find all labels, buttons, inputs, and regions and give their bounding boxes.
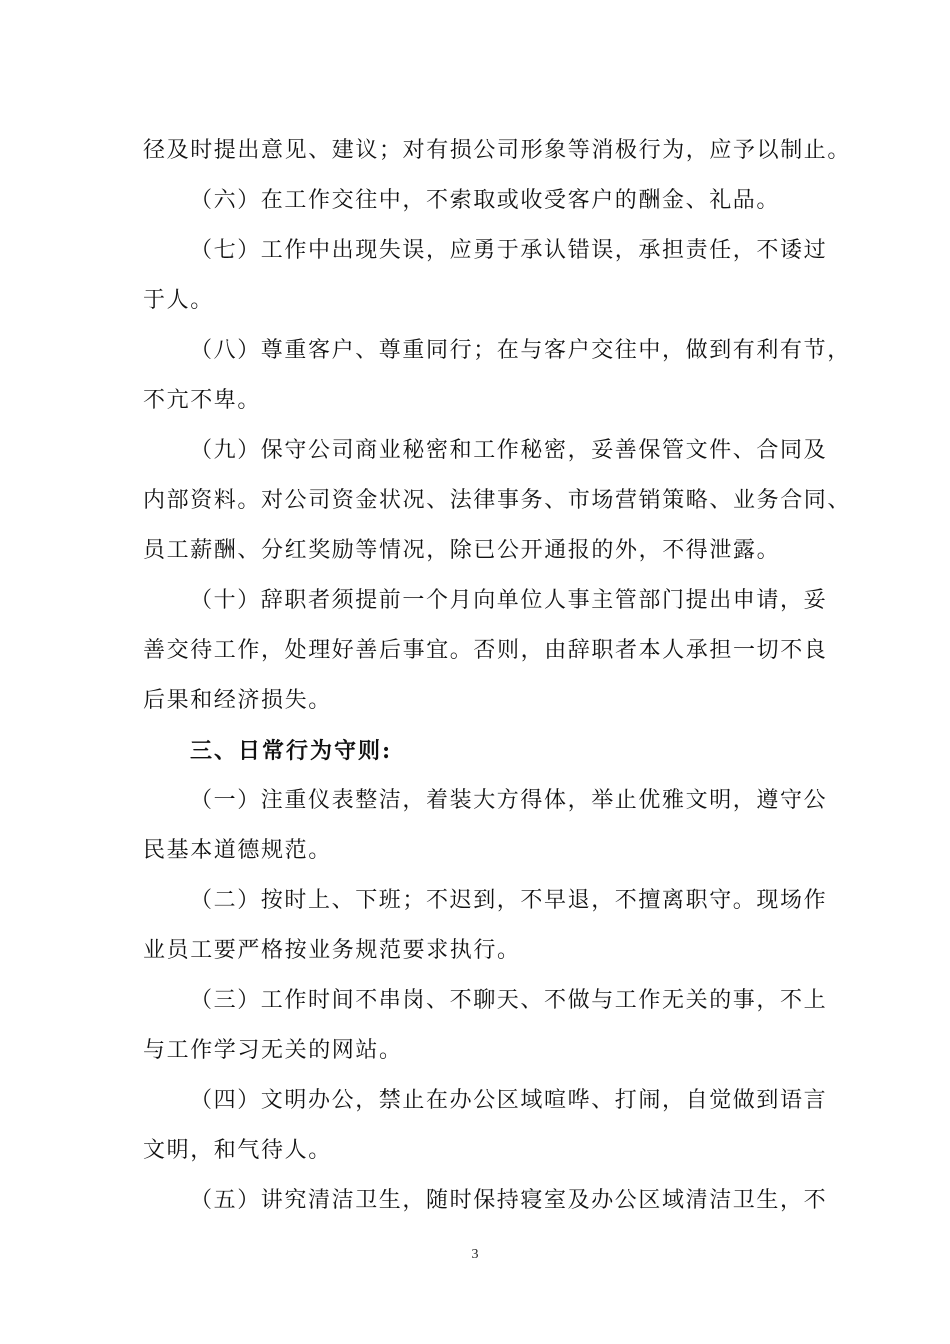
paragraph-7-line: （七）工作中出现失误，应勇于承认错误，承担责任，不诿过	[190, 238, 828, 263]
rule-2-line: （二）按时上、下班；不迟到，不早退，不擅离职守。现场作	[190, 888, 828, 913]
text-line: 径及时提出意见、建议；对有损公司形象等消极行为，应予以制止。	[143, 138, 852, 163]
text-line: 员工薪酬、分红奖励等情况，除已公开通报的外，不得泄露。	[143, 538, 781, 563]
section-heading: 三、日常行为守则:	[190, 738, 393, 764]
text-line: 善交待工作，处理好善后事宜。否则，由辞职者本人承担一切不良	[143, 638, 828, 663]
text-line: 后果和经济损失。	[143, 688, 332, 713]
paragraph-8-line: （八）尊重客户、尊重同行；在与客户交往中，做到有利有节，	[190, 338, 851, 363]
rule-4-line: （四）文明办公，禁止在办公区域喧哗、打闹，自觉做到语言	[190, 1088, 828, 1113]
text-line: 不亢不卑。	[143, 388, 262, 413]
page-number: 3	[471, 1247, 479, 1262]
text-line: 于人。	[143, 288, 214, 313]
rule-5-line: （五）讲究清洁卫生，随时保持寝室及办公区域清洁卫生，不	[190, 1188, 828, 1213]
text-line: 业员工要严格按业务规范要求执行。	[143, 938, 521, 963]
paragraph-9-line: （九）保守公司商业秘密和工作秘密，妥善保管文件、合同及	[190, 438, 828, 463]
paragraph-6-line: （六）在工作交往中，不索取或收受客户的酬金、礼品。	[190, 188, 781, 213]
text-line: 文明，和气待人。	[143, 1138, 332, 1163]
paragraph-10-line: （十）辞职者须提前一个月向单位人事主管部门提出申请，妥	[190, 588, 828, 613]
rule-1-line: （一）注重仪表整洁，着装大方得体，举止优雅文明，遵守公	[190, 788, 828, 813]
rule-3-line: （三）工作时间不串岗、不聊天、不做与工作无关的事，不上	[190, 988, 828, 1013]
text-line: 内部资料。对公司资金状况、法律事务、市场营销策略、业务合同、	[143, 488, 852, 513]
text-line: 民基本道德规范。	[143, 838, 332, 863]
text-line: 与工作学习无关的网站。	[143, 1038, 403, 1063]
